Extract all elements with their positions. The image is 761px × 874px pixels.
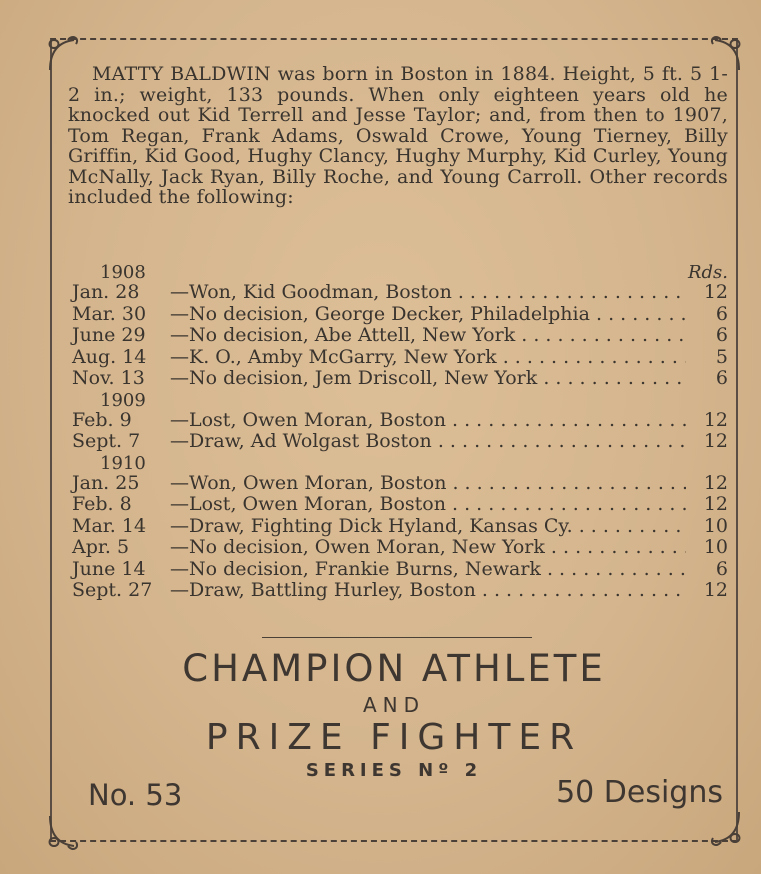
title-and: AND <box>362 693 426 717</box>
record-row <box>72 304 728 326</box>
year-label: 1910 <box>100 452 146 474</box>
title-prize-fighter: PRIZE FIGHTER <box>205 717 583 758</box>
record-rounds: 6 <box>715 324 728 346</box>
year-label: 1909 <box>100 389 146 411</box>
record-result: —K. O., Amby McGarry, New York . . . <box>170 347 686 369</box>
record-row <box>72 282 728 304</box>
record-result: —Lost, Owen Moran, Boston . . . <box>170 410 686 432</box>
record-date: Mar. 30 <box>72 302 147 325</box>
record-result: —No decision, Jem Driscoll, New York . . . <box>170 368 686 390</box>
record-result: —Won, Kid Goodman, Boston . . . <box>170 282 686 304</box>
record-date: Feb. 9 <box>72 408 132 431</box>
record-date: June 14 <box>72 557 146 580</box>
record-result: —Draw, Fighting Dick Hyland, Kansas Cy. . . . <box>170 516 686 538</box>
record-row <box>72 473 728 495</box>
record-result: —No decision, Abe Attell, New York . . . <box>170 325 686 347</box>
record-row <box>72 494 728 516</box>
title-champion-athlete: CHAMPION ATHLETE <box>182 647 606 690</box>
year-heading <box>72 453 728 473</box>
record-date: Mar. 14 <box>72 514 147 537</box>
record-row <box>72 537 728 559</box>
year-label: 1908 <box>100 262 146 283</box>
rounds-column-header: Rds. <box>687 262 728 283</box>
record-rounds: 12 <box>703 281 728 303</box>
record-rounds: 5 <box>715 345 728 368</box>
biography-paragraph: MATTY BALDWIN was born in Boston in 1884. Height, 5 ft. 5 1-2 in.; weight, 133 pounds. When only eighteen years old he knocked out Kid Terrell and Jesse Taylor; and, from then to 1907, Tom Regan, Frank Adams, Oswald Crowe, Young Tierney, Billy Griffin, Kid Good, Hughy Clancy, Hughy Murphy, Kid Curley, Young McNally, Jack Ryan, Billy Roche, and Young Carroll. Other records included the following: <box>68 63 728 208</box>
record-rounds: 12 <box>703 579 728 601</box>
series-label: SERIES Nº 2 <box>305 760 483 781</box>
year-heading <box>72 390 728 410</box>
card-number: No. 53 <box>88 778 183 812</box>
corner-scroll-bottom-right-icon <box>701 806 745 850</box>
record-date: Feb. 8 <box>72 493 132 515</box>
record-row <box>72 431 728 453</box>
record-row <box>72 410 728 432</box>
record-date: Sept. 7 <box>72 430 141 452</box>
record-date: Aug. 14 <box>72 345 147 368</box>
record-rounds: 10 <box>703 536 728 558</box>
record-rounds: 12 <box>703 430 728 452</box>
record-row <box>72 580 728 602</box>
record-date: Jan. 28 <box>72 281 140 303</box>
record-row <box>72 516 728 538</box>
record-result: —No decision, Owen Moran, New York . . . <box>170 537 686 559</box>
record-row <box>72 347 728 369</box>
record-rounds: 6 <box>715 367 728 389</box>
record-row <box>72 325 728 347</box>
corner-scroll-bottom-left-icon <box>44 810 88 854</box>
record-date: Jan. 25 <box>72 471 140 494</box>
record-rounds: 12 <box>703 493 728 515</box>
record-result: —Lost, Owen Moran, Boston . . . <box>170 494 686 516</box>
record-rounds: 12 <box>703 471 728 494</box>
record-rounds: 6 <box>715 557 728 580</box>
record-date: Sept. 27 <box>72 579 153 601</box>
record-date: Nov. 13 <box>72 367 145 389</box>
designs-count: 50 Designs <box>556 775 723 810</box>
record-result: —Draw, Ad Wolgast Boston . . . <box>170 431 686 453</box>
record-result: —Draw, Battling Hurley, Boston . . . <box>170 580 686 602</box>
record-date: Apr. 5 <box>72 536 130 558</box>
record-rounds: 10 <box>703 514 728 537</box>
record-result: —No decision, George Decker, Philadelphia . . . <box>170 304 686 326</box>
record-row <box>72 368 728 390</box>
record-date: June 29 <box>72 324 146 346</box>
divider-rule <box>262 637 532 638</box>
record-rounds: 12 <box>703 408 728 431</box>
record-rounds: 6 <box>715 302 728 325</box>
year-heading <box>72 262 728 282</box>
fight-records <box>72 262 728 602</box>
record-result: —No decision, Frankie Burns, Newark . . . <box>170 559 686 581</box>
record-row <box>72 559 728 581</box>
record-result: —Won, Owen Moran, Boston . . . <box>170 473 686 495</box>
